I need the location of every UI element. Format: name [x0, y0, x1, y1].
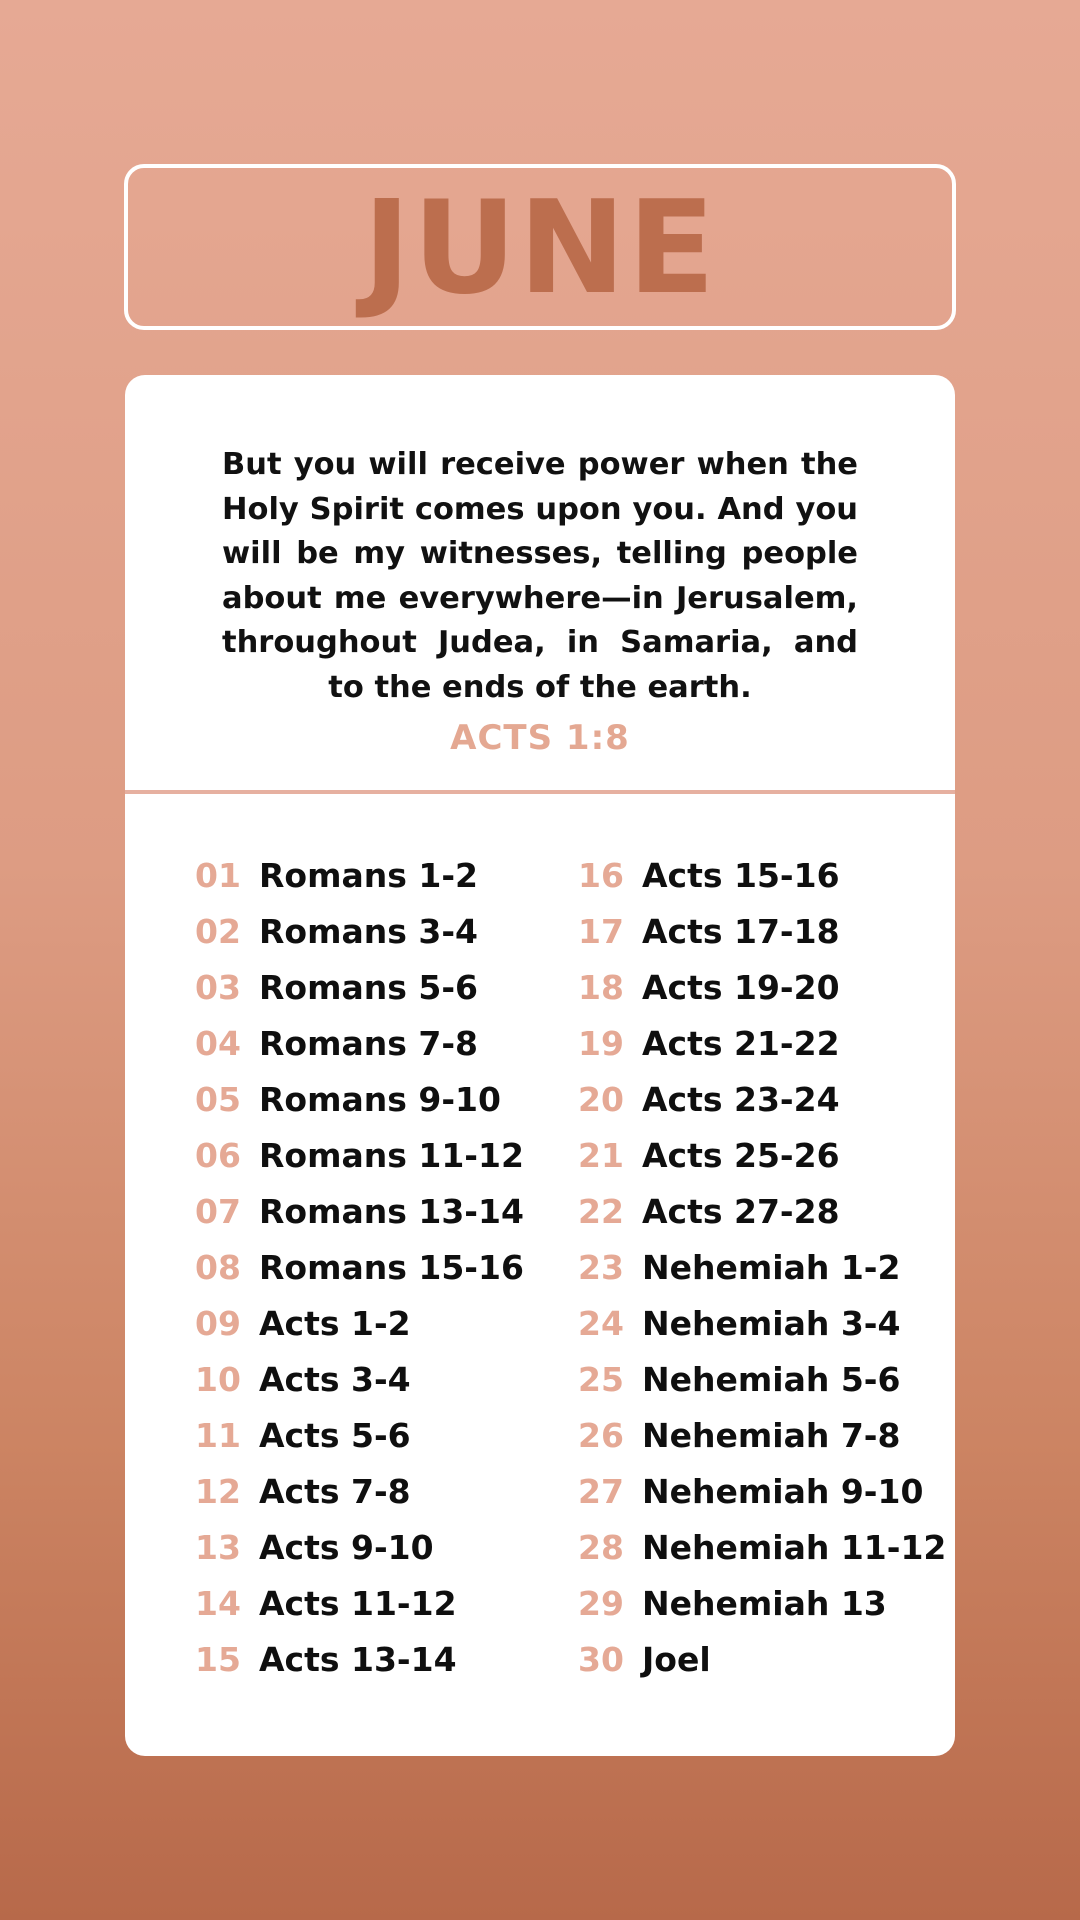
- day-number: 15: [195, 1639, 241, 1679]
- day-number: 27: [578, 1471, 624, 1511]
- reading-item: [578, 1183, 955, 1239]
- verse-reference: ACTS 1:8: [450, 718, 630, 758]
- reading-item: [578, 1519, 955, 1575]
- day-number: 21: [578, 1135, 624, 1175]
- passage: Acts 15-16: [642, 855, 840, 895]
- reading-list-right: [578, 847, 955, 1687]
- day-number: 11: [195, 1415, 241, 1455]
- day-number: 09: [195, 1303, 241, 1343]
- reading-item: [578, 1575, 955, 1631]
- passage: Acts 1-2: [259, 1303, 411, 1343]
- day-number: 24: [578, 1303, 624, 1343]
- passage: Romans 7-8: [259, 1023, 478, 1063]
- passage: Romans 11-12: [259, 1135, 524, 1175]
- passage: Nehemiah 9-10: [642, 1471, 924, 1511]
- reading-item: [195, 1183, 565, 1239]
- passage: Nehemiah 1-2: [642, 1247, 901, 1287]
- reading-item: [578, 1239, 955, 1295]
- reading-item: [195, 903, 565, 959]
- day-number: 03: [195, 967, 241, 1007]
- day-number: 20: [578, 1079, 624, 1119]
- day-number: 26: [578, 1415, 624, 1455]
- passage: Acts 13-14: [259, 1639, 457, 1679]
- passage: Acts 25-26: [642, 1135, 840, 1175]
- month-header: [124, 164, 956, 330]
- reading-item: [195, 1071, 565, 1127]
- reading-item: [195, 1295, 565, 1351]
- passage: Romans 5-6: [259, 967, 478, 1007]
- passage: Nehemiah 7-8: [642, 1415, 901, 1455]
- reading-item: [578, 847, 955, 903]
- reading-item: [195, 1463, 565, 1519]
- passage: Acts 17-18: [642, 911, 840, 951]
- day-number: 18: [578, 967, 624, 1007]
- reading-item: [195, 1575, 565, 1631]
- passage: Acts 9-10: [259, 1527, 434, 1567]
- day-number: 10: [195, 1359, 241, 1399]
- passage: Acts 23-24: [642, 1079, 840, 1119]
- passage: Nehemiah 3-4: [642, 1303, 901, 1343]
- passage: Nehemiah 13: [642, 1583, 887, 1623]
- reading-plan-card: [125, 375, 955, 1756]
- month-title: JUNE: [362, 174, 718, 323]
- passage: Romans 9-10: [259, 1079, 501, 1119]
- day-number: 16: [578, 855, 624, 895]
- day-number: 02: [195, 911, 241, 951]
- passage: Acts 27-28: [642, 1191, 840, 1231]
- divider: [125, 790, 955, 794]
- day-number: 19: [578, 1023, 624, 1063]
- passage: Nehemiah 5-6: [642, 1359, 901, 1399]
- reading-item: [578, 1463, 955, 1519]
- reading-item: [195, 1351, 565, 1407]
- reading-item: [578, 1015, 955, 1071]
- passage: Romans 15-16: [259, 1247, 524, 1287]
- day-number: 17: [578, 911, 624, 951]
- reading-item: [578, 1631, 955, 1687]
- reading-item: [195, 1407, 565, 1463]
- passage: Joel: [642, 1639, 711, 1679]
- reading-item: [578, 1351, 955, 1407]
- reading-item: [578, 903, 955, 959]
- day-number: 06: [195, 1135, 241, 1175]
- reading-list-left: [195, 847, 565, 1687]
- day-number: 30: [578, 1639, 624, 1679]
- reading-item: [578, 1295, 955, 1351]
- day-number: 29: [578, 1583, 624, 1623]
- day-number: 04: [195, 1023, 241, 1063]
- reading-item: [195, 1239, 565, 1295]
- day-number: 28: [578, 1527, 624, 1567]
- passage: Nehemiah 11-12: [642, 1527, 947, 1567]
- passage: Romans 13-14: [259, 1191, 524, 1231]
- reading-item: [195, 1519, 565, 1575]
- reading-item: [195, 1631, 565, 1687]
- day-number: 05: [195, 1079, 241, 1119]
- day-number: 08: [195, 1247, 241, 1287]
- passage: Romans 3-4: [259, 911, 478, 951]
- day-number: 07: [195, 1191, 241, 1231]
- passage: Acts 21-22: [642, 1023, 840, 1063]
- passage: Acts 3-4: [259, 1359, 411, 1399]
- reading-item: [578, 1127, 955, 1183]
- verse-text: But you will receive power when the Holy Spirit comes upon you. And you will be my witnesses, telling people about me everywhere—in Jerusalem, throughout Judea, in Samaria, and to the ends of the earth.: [222, 447, 858, 705]
- reading-item: [195, 959, 565, 1015]
- reading-item: [578, 1407, 955, 1463]
- reading-item: [195, 847, 565, 903]
- day-number: 13: [195, 1527, 241, 1567]
- reading-item: [578, 959, 955, 1015]
- passage: Acts 5-6: [259, 1415, 411, 1455]
- passage: Acts 7-8: [259, 1471, 411, 1511]
- day-number: 14: [195, 1583, 241, 1623]
- day-number: 01: [195, 855, 241, 895]
- day-number: 25: [578, 1359, 624, 1399]
- day-number: 23: [578, 1247, 624, 1287]
- reading-item: [578, 1071, 955, 1127]
- passage: Acts 11-12: [259, 1583, 457, 1623]
- day-number: 12: [195, 1471, 241, 1511]
- passage: Romans 1-2: [259, 855, 478, 895]
- reading-item: [195, 1015, 565, 1071]
- passage: Acts 19-20: [642, 967, 840, 1007]
- reading-item: [195, 1127, 565, 1183]
- day-number: 22: [578, 1191, 624, 1231]
